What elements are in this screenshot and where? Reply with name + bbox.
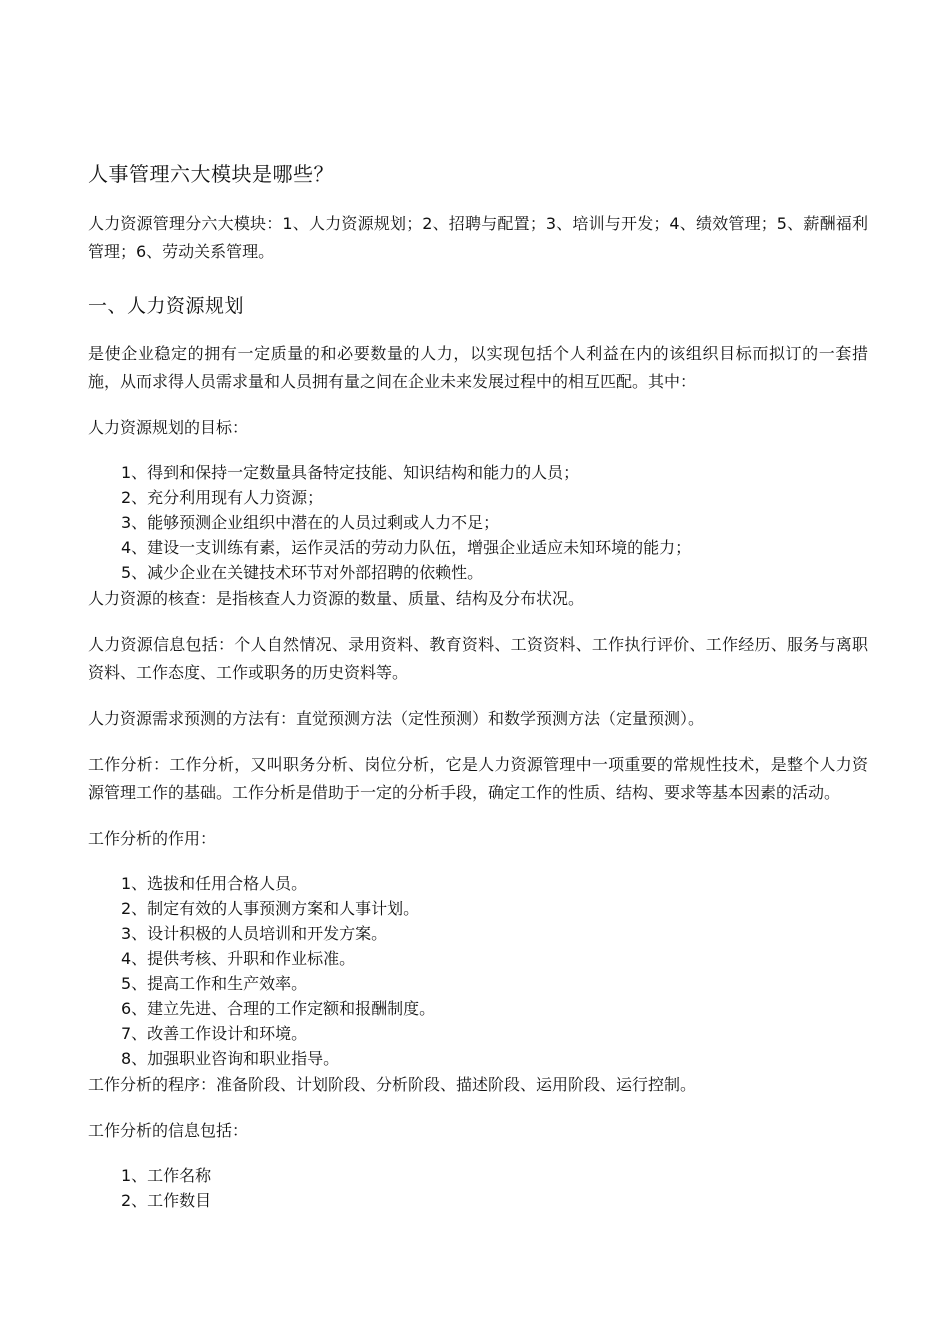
job-analysis-paragraph: 工作分析：工作分析，又叫职务分析、岗位分析，它是人力资源管理中一项重要的常规性技术，是整个人力资源管理工作的基础。工作分析是借助于一定的分析手段，确定工作的性质、结构、要求等基本因素的活动。 [88,755,868,802]
hr-info-paragraph: 人力资源信息包括：个人自然情况、录用资料、教育资料、工资资料、工作执行评价、工作经历、服务与离职资料、工作态度、工作或职务的历史资料等。 [88,635,868,682]
list-item: 4、提供考核、升职和作业标准。 [121,949,356,968]
list-item: 8、加强职业咨询和职业指导。 [121,1049,340,1068]
info-items-list [88,1163,868,1213]
list-item: 3、能够预测企业组织中潜在的人员过剩或人力不足； [121,513,500,532]
roles-list [88,871,868,1071]
document-page [88,160,868,1213]
page-title: 人事管理六大模块是哪些？ [88,162,334,186]
goals-label: 人力资源规划的目标： [88,418,249,437]
info-items-label: 工作分析的信息包括： [88,1121,249,1140]
forecast-paragraph: 人力资源需求预测的方法有：直觉预测方法（定性预测）和数学预测方法（定量预测）。 [88,709,705,728]
list-item: 5、减少企业在关键技术环节对外部招聘的依赖性。 [121,563,484,582]
list-item: 2、工作数目 [121,1191,212,1210]
list-item: 3、设计积极的人员培训和开发方案。 [121,924,388,943]
list-item: 2、制定有效的人事预测方案和人事计划。 [121,899,420,918]
list-item: 7、改善工作设计和环境。 [121,1024,308,1043]
list-item: 1、工作名称 [121,1166,212,1185]
section-heading-hr-planning: 一、人力资源规划 [88,295,245,317]
hr-check-paragraph: 人力资源的核查：是指核查人力资源的数量、质量、结构及分布状况。 [88,589,585,608]
list-item: 6、建立先进、合理的工作定额和报酬制度。 [121,999,436,1018]
procedure-paragraph: 工作分析的程序：准备阶段、计划阶段、分析阶段、描述阶段、运用阶段、运行控制。 [88,1075,697,1094]
list-item: 1、选拔和任用合格人员。 [121,874,308,893]
list-item: 2、充分利用现有人力资源； [121,488,324,507]
list-item: 4、建设一支训练有素，运作灵活的劳动力队伍，增强企业适应未知环境的能力； [121,538,692,557]
list-item: 5、提高工作和生产效率。 [121,974,308,993]
list-item: 1、得到和保持一定数量具备特定技能、知识结构和能力的人员； [121,463,580,482]
roles-label: 工作分析的作用： [88,829,217,848]
hr-planning-definition: 是使企业稳定的拥有一定质量的和必要数量的人力，以实现包括个人利益在内的该组织目标而拟订的一套措施，从而求得人员需求量和人员拥有量之间在企业未来发展过程中的相互匹配。其中： [88,344,868,391]
goals-list [88,460,868,585]
intro-paragraph: 人力资源管理分六大模块：1、人力资源规划；2、招聘与配置；3、培训与开发；4、绩效管理；5、薪酬福利管理；6、劳动关系管理。 [88,214,868,261]
